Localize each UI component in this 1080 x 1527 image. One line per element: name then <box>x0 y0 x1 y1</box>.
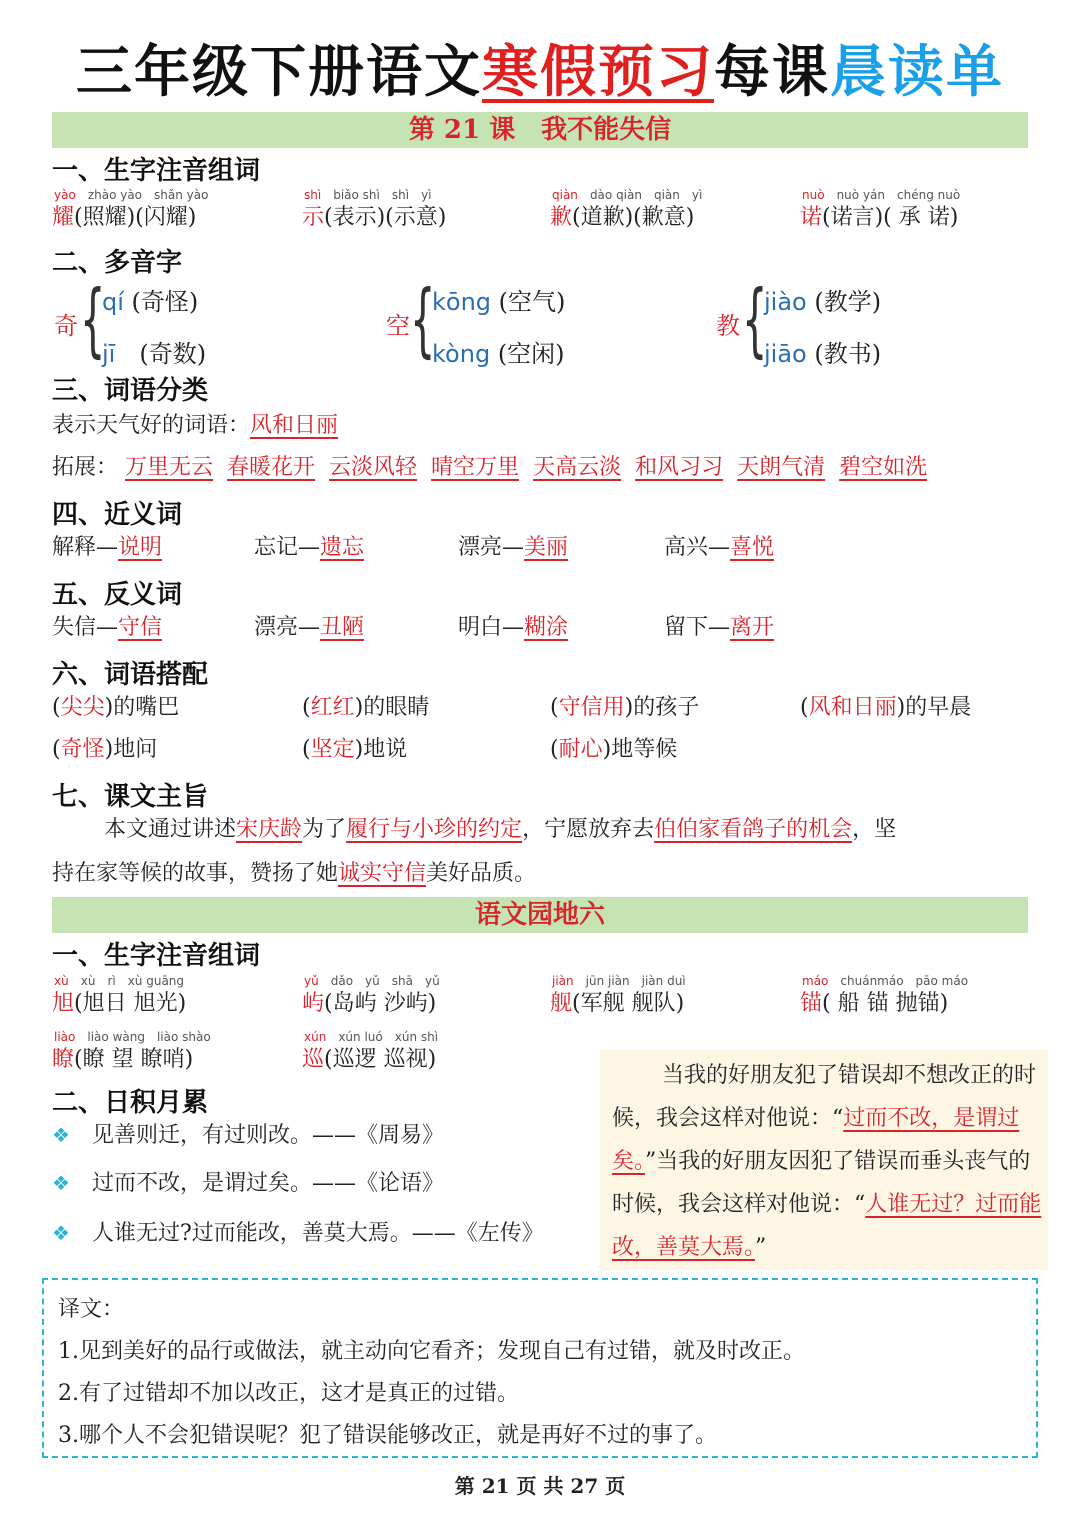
collocation-item: (红红)的眼睛 <box>302 695 430 720</box>
collocation-item: (风和日丽)的早晨 <box>800 695 972 720</box>
character-item: 耀(照耀)(闪耀) <box>52 205 197 230</box>
synonym-pair: 漂亮—美丽 <box>458 535 569 560</box>
proverb-line: ❖ 人谁无过?过而能改，善莫大焉。——《左传》 <box>52 1221 544 1246</box>
page-footer: 第 21 页 共 27 页 <box>454 1474 626 1498</box>
pinyin-line: nuò nuò yán chéng nuò <box>802 188 961 202</box>
extension-line: 拓展： 万里无云 春暖花开 云淡风轻 晴空万里 天高云淡 和风习习 天朗气清 碧空如洗 <box>52 455 928 480</box>
character-item: 巡(巡逻 巡视) <box>302 1047 437 1072</box>
polyphone-reading: jiāo (教书) <box>764 340 882 368</box>
polyphone-reading: kòng (空闲) <box>432 340 565 368</box>
character-item: 屿(岛屿 沙屿) <box>302 991 437 1016</box>
section-heading: 三、词语分类 <box>52 376 209 406</box>
synonym-pair: 解释—说明 <box>52 535 163 560</box>
collocation-item: (耐心)地等候 <box>550 737 678 762</box>
diamond-bullet-icon: ❖ <box>52 1171 70 1195</box>
pinyin-line: liào liào wàng liào shào <box>54 1030 211 1044</box>
polyphone-reading: qí (奇怪) <box>102 288 199 316</box>
polyphone-reading: jī (奇数) <box>102 340 207 368</box>
collocation-item: (奇怪)地问 <box>52 737 158 762</box>
polyphone-reading: jiào (教学) <box>764 288 882 316</box>
note-text: 当我的好朋友犯了错误却不想改正的时候，我会这样对他说：“过而不改，是谓过矣。”当我的好朋友因犯了错误而垂头丧气的时候，我会这样对他说：“人谁无过？过而能改，善莫大焉。” <box>612 1063 1042 1260</box>
lesson-title-bar: 第 21 课 我不能失信 <box>52 112 1028 148</box>
antonym-pair: 明白—糊涂 <box>458 615 569 640</box>
collocation-item: (坚定)地说 <box>302 737 408 762</box>
pinyin-line: jiàn jūn jiàn jiàn duì <box>552 974 686 988</box>
translation-line: 3.哪个人不会犯错误呢？犯了错误能够改正，就是再好不过的事了。 <box>58 1423 717 1448</box>
section-heading: 六、词语搭配 <box>52 660 209 690</box>
section-heading: 二、日积月累 <box>52 1088 209 1118</box>
brace-icon: { <box>80 273 106 366</box>
garden-title-bar: 语文园地六 <box>52 897 1028 933</box>
section-heading: 二、多音字 <box>52 248 183 278</box>
proverb-line: ❖ 过而不改，是谓过矣。——《论语》 <box>52 1171 444 1196</box>
collocation-item: (守信用)的孩子 <box>550 695 700 720</box>
translation-line: 2.有了过错却不加以改正，这才是真正的过错。 <box>58 1381 519 1406</box>
section-heading: 一、生字注音组词 <box>52 941 261 971</box>
antonym-pair: 留下—离开 <box>664 615 775 640</box>
character-item: 旭(旭日 旭光) <box>52 991 187 1016</box>
pinyin-line: qiàn dào qiàn qiàn yì <box>552 188 703 202</box>
pinyin-line: yào zhào yào shǎn yào <box>54 188 209 202</box>
title-part-2: 寒假预习 <box>482 40 714 105</box>
section-heading: 五、反义词 <box>52 580 183 610</box>
polyphone-char: 教 <box>716 312 740 340</box>
character-item: 锚( 船 锚 抛锚) <box>800 991 949 1016</box>
collocation-item: (尖尖)的嘴巴 <box>52 695 180 720</box>
character-item: 舰(军舰 舰队) <box>550 991 685 1016</box>
title-part-4: 晨读单 <box>830 40 1004 105</box>
character-item: 瞭(瞭 望 瞭哨) <box>52 1047 194 1072</box>
diamond-bullet-icon: ❖ <box>52 1221 70 1245</box>
pinyin-line: xù xù rì xù guāng <box>54 974 185 988</box>
section-heading: 七、课文主旨 <box>52 782 209 812</box>
translation-line: 1.见到美好的品行或做法，就主动向它看齐；发现自己有过错，就及时改正。 <box>58 1339 805 1364</box>
title-part-3: 每课 <box>714 40 830 105</box>
pinyin-line: shì biǎo shì shì yì <box>304 188 432 202</box>
synonym-pair: 高兴—喜悦 <box>664 535 775 560</box>
character-item: 示(表示)(示意) <box>302 205 447 230</box>
pinyin-line: yǔ dǎo yǔ shā yǔ <box>304 974 440 988</box>
brace-icon: { <box>410 273 436 366</box>
page-title <box>0 28 1080 108</box>
character-item: 诺(诺言)( 承 诺) <box>800 205 959 230</box>
polyphone-reading: kōng (空气) <box>432 288 566 316</box>
main-idea-line-1: 本文通过讲述宋庆龄为了履行与小珍的约定，宁愿放弃去伯伯家看鸽子的机会，坚 <box>104 817 897 842</box>
diamond-bullet-icon: ❖ <box>52 1123 70 1147</box>
polyphone-char: 奇 <box>54 312 78 340</box>
synonym-pair: 忘记—遗忘 <box>254 535 365 560</box>
character-item: 歉(道歉)(歉意) <box>550 205 695 230</box>
pinyin-line: xún xún luó xún shì <box>304 1030 439 1044</box>
word-category-line: 表示天气好的词语：风和日丽 <box>52 413 339 438</box>
main-idea-line-2: 持在家等候的故事，赞扬了她诚实守信美好品质。 <box>52 861 537 886</box>
antonym-pair: 失信—守信 <box>52 615 163 640</box>
proverb-line: ❖ 见善则迁，有过则改。——《周易》 <box>52 1123 444 1148</box>
title-part-1: 三年级下册语文 <box>76 40 482 105</box>
translation-label: 译文： <box>58 1297 125 1322</box>
polyphone-char: 空 <box>386 312 410 340</box>
brace-icon: { <box>742 273 768 366</box>
antonym-pair: 漂亮—丑陋 <box>254 615 365 640</box>
pinyin-line: máo chuánmáo pāo máo <box>802 974 969 988</box>
section-heading: 一、生字注音组词 <box>52 156 261 186</box>
section-heading: 四、近义词 <box>52 500 183 530</box>
